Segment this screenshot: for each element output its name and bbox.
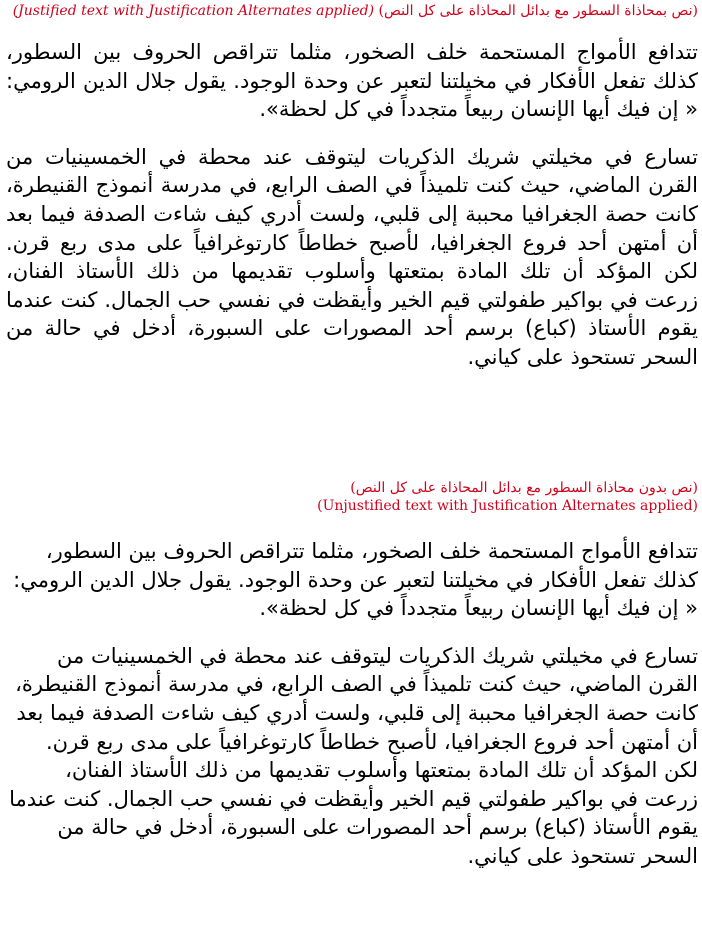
- justified-caption-line: [6, 2, 698, 20]
- justified-caption: [6, 2, 698, 20]
- justified-paragraph-2: تسارع في مخيلتي شريك الذكريات ليتوقف عند محطة في الخمسينيات من القرن الماضي، حيث كنت تلميذاً في الصف الرابع، في مدرسة أنموذج القنيطرة، كانت حصة الجغرافيا محببة إلى قلبي، ولست أدري كيف شاءت الصدفة فيما بعد أن أمتهن أحد فروع الجغرافيا، لأصبح خطاطاً كارتوغرافياً على مدى ربع قرن. لكن المؤكد أن تلك المادة بمتعتها وأسلوب تقديمها من ذلك الأستاذ الفنان، زرعت في بواكير طفولتي قيم الخير وأيقظت في نفسي حب الجمال. كنت عندما يقوم الأستاذ (كباع) برسم أحد المصورات على السبورة، أدخل في حالة من السحر تستحوذ على كياني.: [6, 144, 698, 369]
- unjustified-caption: [6, 479, 698, 515]
- justified-caption-english: (Justified text with Justification Alternates applied): [12, 3, 375, 19]
- justified-paragraph-1: تتدافع الأمواج المستحمة خلف الصخور، مثلما تتراقص الحروف بين السطور، كذلك تفعل الأفكار في مخيلتنا لتعبر عن وحدة الوجود. يقول جلال الدين الرومي: « إن فيك أيها الإنسان ربيعاً متجدداً في كل لحظة».: [6, 40, 698, 122]
- unjustified-caption-arabic: (نص بدون محاذاة السطور مع بدائل المحاذاة على كل النص): [350, 480, 698, 496]
- unjustified-paragraph-2: تسارع في مخيلتي شريك الذكريات ليتوقف عند محطة في الخمسينيات من القرن الماضي، حيث كنت تلميذاً في الصف الرابع، في مدرسة أنموذج القنيطرة، كانت حصة الجغرافيا محببة إلى قلبي، ولست أدري كيف شاءت الصدفة فيما بعد أن أمتهن أحد فروع الجغرافيا، لأصبح خطاطاً كارتوغرافياً على مدى ربع قرن. لكن المؤكد أن تلك المادة بمتعتها وأسلوب تقديمها من ذلك الأستاذ الفنان، زرعت في بواكير طفولتي قيم الخير وأيقظت في نفسي حب الجمال. كنت عندما يقوم الأستاذ (كباع) برسم أحد المصورات على السبورة، أدخل في حالة من السحر تستحوذ على كياني.: [9, 643, 698, 868]
- unjustified-text-section: [6, 537, 698, 871]
- unjustified-paragraph-1: تتدافع الأمواج المستحمة خلف الصخور، مثلما تتراقص الحروف بين السطور، كذلك تفعل الأفكار في مخيلتنا لتعبر عن وحدة الوجود. يقول جلال الدين الرومي: « إن فيك أيها الإنسان ربيعاً متجدداً في كل لحظة».: [13, 539, 698, 621]
- justified-text-section: [6, 38, 698, 372]
- unjustified-caption-english: (Unjustified text with Justification Alternates applied): [317, 498, 698, 514]
- justified-caption-arabic: (نص بمحاذاة السطور مع بدائل المحاذاة على كل النص): [378, 3, 698, 19]
